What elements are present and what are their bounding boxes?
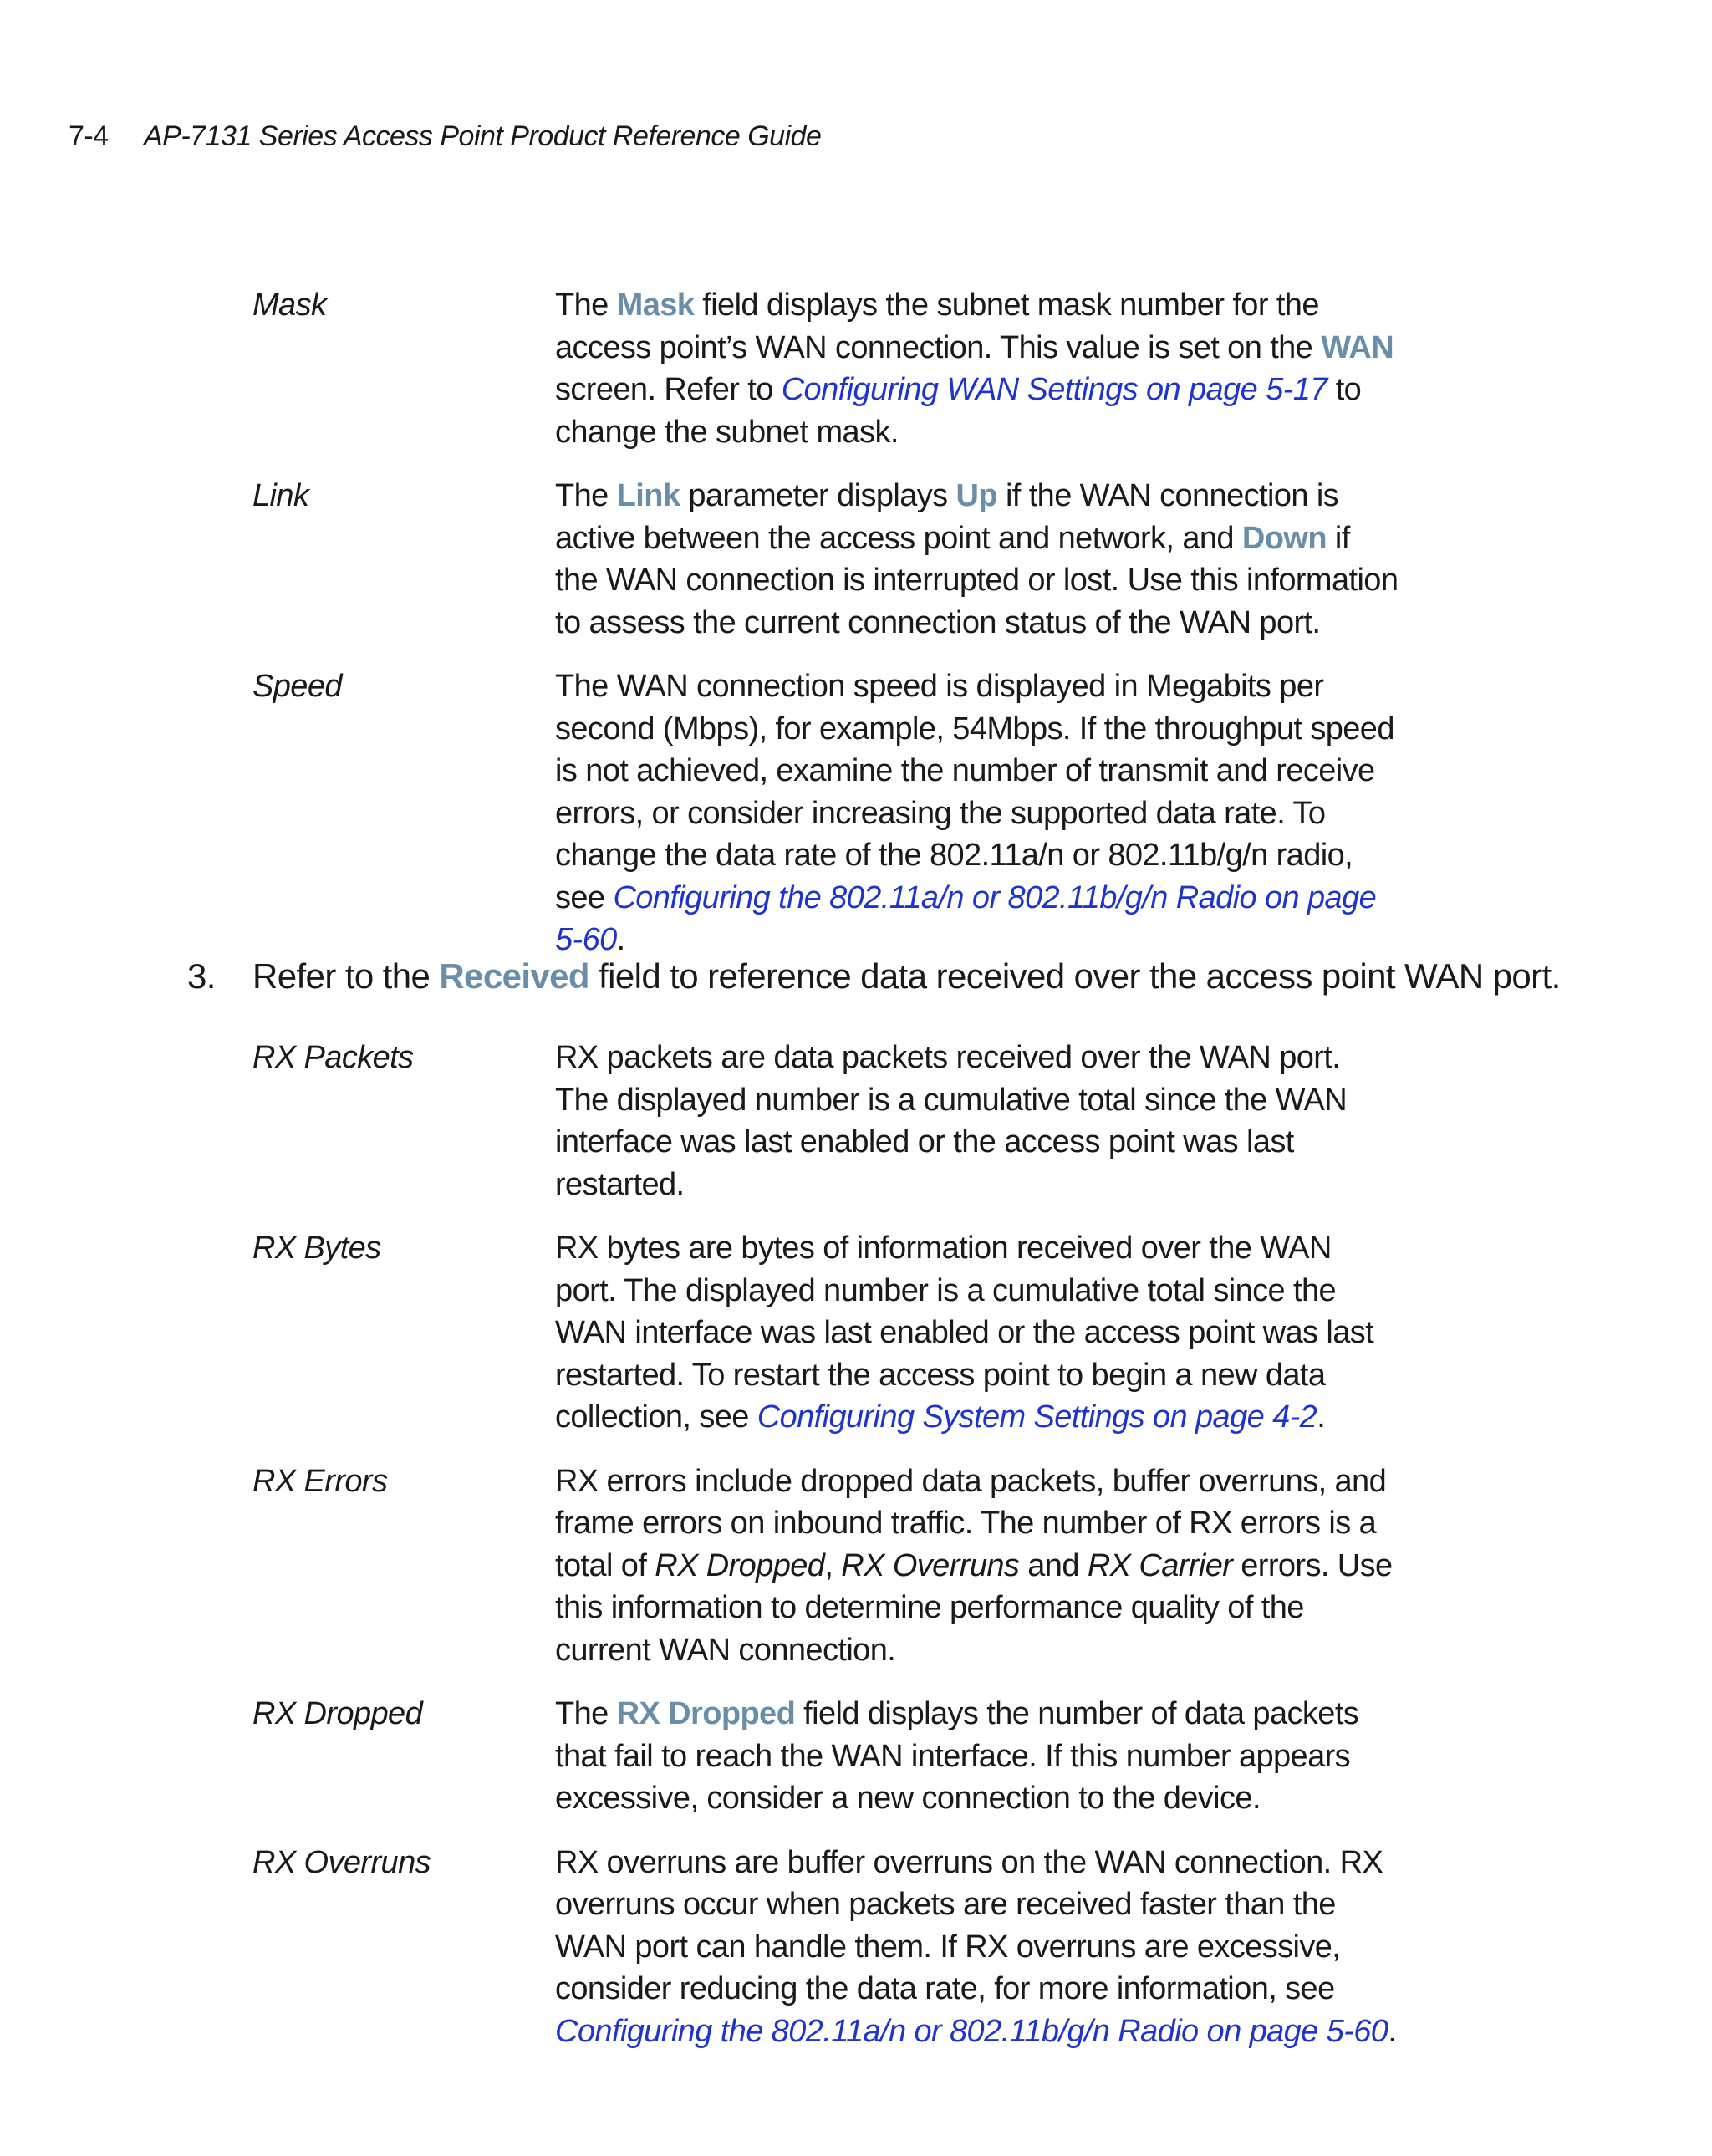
text-run: The (555, 288, 617, 323)
definition-speed (555, 665, 1399, 961)
text-run: RX packets are data packets received over the WAN port. The displayed number is a cumulative total since the WAN interface was last enabled or the access point was last restarted. (555, 1040, 1348, 1202)
term-speed: Speed (252, 669, 342, 704)
xref-link-system-settings[interactable]: Configuring System Settings on page 4-2 (757, 1399, 1317, 1435)
text-run: RX overruns are buffer overruns on the WAN connection. RX overruns occur when packets are received faster than the WAN port can handle them. If RX overruns are excessive, consider reducing the data rate, for more information, see (555, 1844, 1383, 2006)
xref-link-wan-settings[interactable]: Configuring WAN Settings on page 5-17 (781, 372, 1327, 407)
keyword-mask: Mask (616, 288, 695, 323)
step-number: 3. (187, 956, 216, 996)
definition-row (252, 284, 1423, 453)
definition-link (555, 475, 1399, 644)
text-run: to change the subnet mask. (555, 372, 1362, 450)
text-run: The (555, 1696, 617, 1731)
term-rx-errors: RX Errors (252, 1463, 388, 1499)
keyword-down: Down (1241, 520, 1327, 556)
definition-rx-errors (555, 1460, 1399, 1672)
text-run: if the WAN connection is interrupted or lost. Use this information to assess the current connection status of the WAN port. (555, 520, 1399, 640)
xref-link-radio-config[interactable]: Configuring the 802.11a/n or 802.11b/g/n Radio on page 5-60 (555, 879, 1377, 957)
text-run: The WAN connection speed is displayed in Megabits per second (Mbps), for example, 54Mbps. If the throughput speed is not achieved, examine the number of transmit and receive errors, or consider increasing the supported data rate. To change the data rate of the 802.11a/n or 802.11b/g/n radio, see (555, 669, 1394, 915)
xref-link-radio-config[interactable]: Configuring the 802.11a/n or 802.11b/g/n Radio on page 5-60 (555, 2013, 1388, 2049)
text-run: . (616, 922, 625, 957)
definition-rx-overruns (555, 1842, 1399, 2053)
text-run: The (555, 478, 617, 513)
keyword-link: Link (616, 478, 680, 513)
definition-row (252, 1460, 1423, 1672)
text-run: parameter displays (680, 478, 956, 513)
term-mask: Mask (252, 288, 327, 323)
definition-row (252, 1037, 1423, 1205)
definition-list-received (252, 1037, 1423, 2074)
text-run: field displays the number of data packets that fail to reach the WAN interface. If this number appears excessive, consider a new connection to the device. (555, 1696, 1359, 1816)
step-3 (187, 953, 1625, 1000)
step-text (252, 953, 1561, 1000)
term-rx-packets: RX Packets (252, 1040, 414, 1075)
text-run: RX errors include dropped data packets, buffer overruns, and frame errors on inbound traffic. The number of RX errors is a total of (555, 1463, 1387, 1583)
text-run: Refer to the (252, 956, 440, 996)
definition-rx-bytes (555, 1227, 1399, 1439)
italic-rx-carrier: RX Carrier (1087, 1547, 1233, 1583)
text-run: and (1019, 1547, 1088, 1583)
definition-mask (555, 284, 1399, 453)
guide-title: AP-7131 Series Access Point Product Reference Guide (144, 120, 822, 152)
definition-row (252, 1842, 1423, 2053)
italic-rx-overruns: RX Overruns (841, 1547, 1020, 1583)
keyword-rx-dropped: RX Dropped (616, 1696, 796, 1731)
definition-row (252, 665, 1423, 961)
term-link: Link (252, 478, 309, 513)
page-number: 7-4 (69, 120, 109, 152)
definition-rx-dropped (555, 1693, 1399, 1820)
text-run: screen. Refer to (555, 372, 782, 407)
text-run: field to reference data received over the access point WAN port. (588, 956, 1561, 996)
text-run: . (1317, 1399, 1326, 1435)
text-run: errors. Use this information to determine performance quality of the current WAN connection. (555, 1547, 1393, 1668)
definition-rx-packets (555, 1037, 1399, 1205)
text-run: if the WAN connection is active between the access point and network, and (555, 478, 1339, 556)
definition-list-wan-info (252, 284, 1423, 983)
italic-rx-dropped: RX Dropped (655, 1547, 825, 1583)
text-run: . (1388, 2013, 1397, 2049)
keyword-received: Received (439, 956, 589, 996)
running-header (69, 117, 821, 155)
definition-row (252, 1693, 1423, 1820)
text-run: field displays the subnet mask number for the access point’s WAN connection. This value is set on the (555, 288, 1322, 365)
term-rx-overruns: RX Overruns (252, 1844, 431, 1880)
definition-row (252, 475, 1423, 644)
keyword-wan: WAN (1321, 329, 1394, 365)
term-rx-dropped: RX Dropped (252, 1696, 423, 1731)
keyword-up: Up (955, 478, 997, 513)
term-rx-bytes: RX Bytes (252, 1231, 381, 1266)
text-run: , (824, 1547, 842, 1583)
definition-row (252, 1227, 1423, 1439)
text-run: RX bytes are bytes of information received over the WAN port. The displayed number is a cumulative total since the WAN interface was last enabled or the access point was last restarted. To restart the access point to begin a new data collection, see (555, 1231, 1374, 1435)
